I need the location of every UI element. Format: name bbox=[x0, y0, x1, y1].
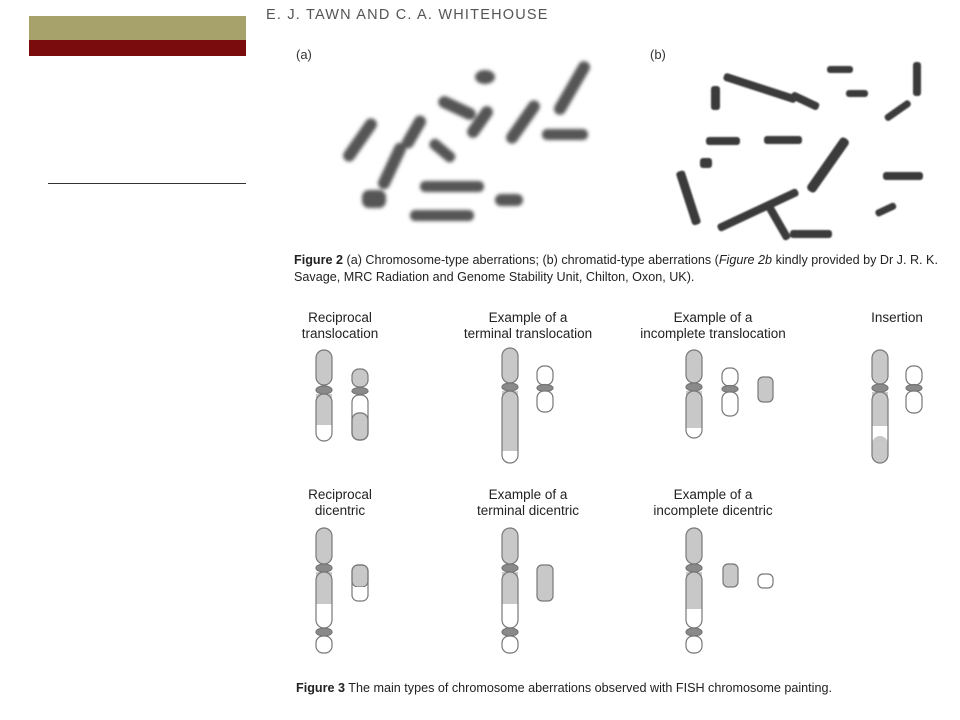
label-incomplete-translocation: Example of a incomplete translocation bbox=[640, 310, 786, 341]
chromosome-a-6 bbox=[341, 116, 380, 164]
chromatid-b-14 bbox=[716, 188, 799, 232]
chromatid-b-4 bbox=[711, 86, 720, 110]
chromosome-a-8 bbox=[542, 129, 588, 140]
chromatid-b-10 bbox=[806, 136, 851, 194]
chromatid-b-9 bbox=[764, 136, 802, 144]
chromatid-b-6 bbox=[846, 90, 868, 97]
diagram-reciprocal-translocation bbox=[316, 350, 368, 441]
chromosome-a-11 bbox=[420, 181, 484, 192]
chromatid-b-8 bbox=[706, 137, 740, 145]
chromatid-b-16 bbox=[790, 230, 832, 238]
chromatid-b-12 bbox=[676, 170, 702, 226]
label-reciprocal-translocation: Reciprocal translocation bbox=[301, 310, 379, 341]
chromosome-a-5 bbox=[504, 98, 543, 146]
diagram-incomplete-translocation bbox=[686, 350, 773, 438]
chromatid-b-13 bbox=[883, 172, 923, 180]
panel-label-b: (b) bbox=[650, 47, 666, 62]
chromosome-a-10 bbox=[376, 141, 408, 191]
chromosome-a-4 bbox=[436, 94, 477, 122]
chromatid-b-11 bbox=[700, 158, 712, 168]
label-reciprocal-dicentric: Reciprocal dicentric bbox=[308, 487, 372, 518]
chromosome-a-14 bbox=[410, 210, 474, 221]
label-terminal-translocation: Example of a terminal translocation bbox=[463, 310, 593, 341]
chromatid-b-7 bbox=[883, 99, 912, 122]
figure-3-caption-text: The main types of chromosome aberrations observed with FISH chromosome painting. bbox=[348, 681, 832, 695]
figure-2-caption-label: Figure 2 bbox=[294, 253, 343, 267]
diagram-terminal-translocation bbox=[502, 348, 553, 463]
chromosome-a-9 bbox=[427, 137, 457, 165]
chromatid-b-15 bbox=[765, 203, 792, 242]
diagram-reciprocal-dicentric bbox=[316, 528, 368, 653]
label-insertion: Insertion bbox=[871, 310, 923, 325]
micrograph-b bbox=[676, 62, 923, 241]
chromatid-b-2 bbox=[913, 62, 921, 96]
label-incomplete-dicentric: Example of a incomplete dicentric bbox=[653, 487, 773, 518]
figure-2-caption bbox=[294, 252, 944, 286]
figure-2-caption-ref: Figure 2b bbox=[718, 253, 773, 267]
chromosome-a-1 bbox=[475, 70, 495, 84]
running-head: E. J. TAWN AND C. A. WHITEHOUSE bbox=[266, 7, 549, 23]
label-terminal-dicentric: Example of a terminal dicentric bbox=[476, 487, 580, 518]
chromatid-b-1 bbox=[827, 66, 853, 73]
micrograph-a bbox=[341, 59, 592, 221]
chromatid-b-3 bbox=[723, 72, 798, 103]
figure-2-caption-text-2: kindly provided by Dr J. R. K. Savage, MRC Radiation and Genome Stability Unit, Chilton, Oxon, UK). bbox=[294, 253, 938, 284]
diagram-terminal-dicentric bbox=[502, 528, 553, 653]
panel-label-a: (a) bbox=[296, 47, 312, 62]
chromosome-a-2 bbox=[552, 59, 592, 117]
figure-3-caption bbox=[296, 680, 916, 697]
figure-3-caption-label: Figure 3 bbox=[296, 681, 345, 695]
diagram-insertion bbox=[872, 350, 922, 463]
diagram-incomplete-dicentric bbox=[686, 528, 773, 653]
chromatid-b-17 bbox=[874, 202, 897, 218]
figure-2-caption-text-1: (a) Chromosome-type aberrations; (b) chromatid-type aberrations ( bbox=[346, 253, 719, 267]
chromosome-a-12 bbox=[495, 194, 523, 206]
chromosome-a-13 bbox=[362, 190, 386, 208]
